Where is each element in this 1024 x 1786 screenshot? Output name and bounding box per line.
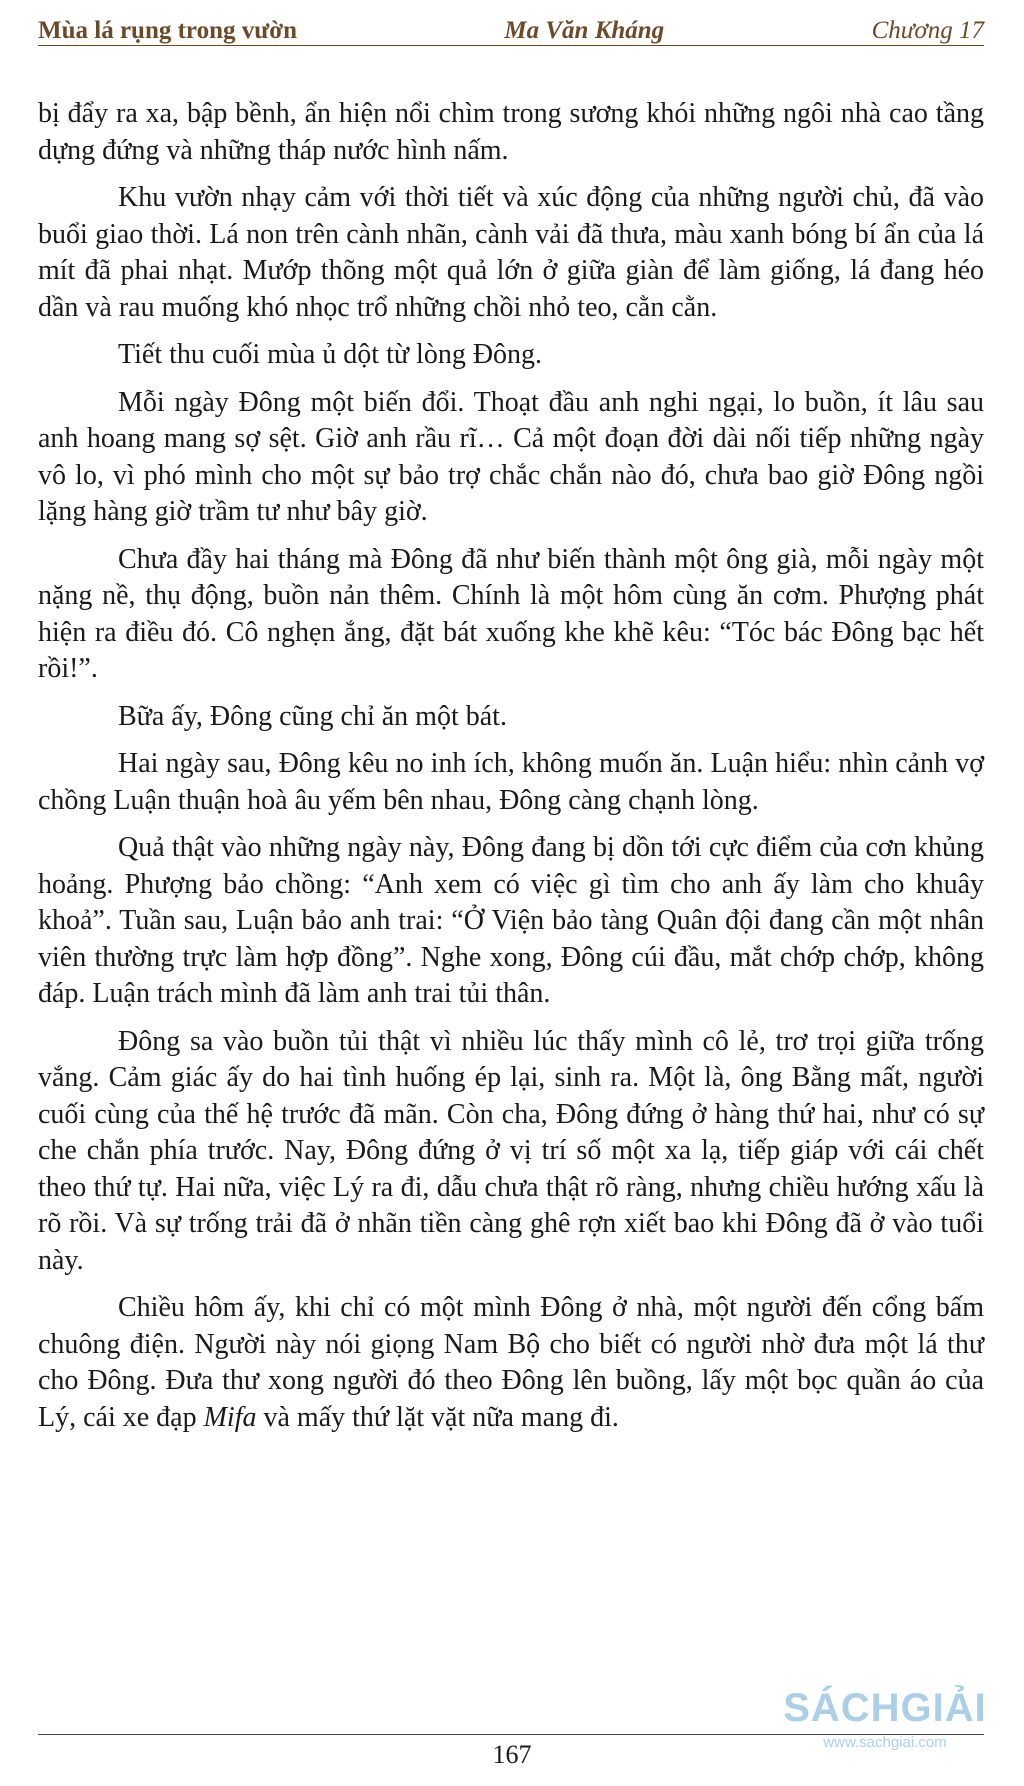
author-name: Ma Văn Kháng [504,17,665,44]
paragraph-text-end: và mấy thứ lặt vặt nữa mang đi. [256,1401,619,1433]
book-title: Mùa lá rụng trong vườn [38,17,297,44]
watermark-url: www.sachgiai.com [823,1734,947,1751]
paragraph: Chưa đầy hai tháng mà Đông đã như biến thành một ông già, mỗi ngày một nặng nề, thụ động, buồn nản thêm. Chính là một hôm cùng ăn cơm. Phượng phát hiện ra điều đó. Cô nghẹn ắng, đặt bát xuống khe khẽ kêu: “Tóc bác Đông bạc hết rồi!”. [38,543,984,684]
body-text [38,96,984,1447]
running-header [38,12,984,46]
paragraph: Đông sa vào buồn tủi thật vì nhiều lúc thấy mình cô lẻ, trơ trọi giữa trống vắng. Cảm giác ấy do hai tình huống ép lại, sinh ra. Một là, ông Bằng mất, người cuối cùng của thế hệ trước đã mãn. Còn cha, Đông đứng ở hàng thứ hai, như có sự che chắn phía trước. Nay, Đông đứng ở vị trí số một xa lạ, tiếp giáp với cái chết theo thứ tự. Hai nữa, việc Lý ra đi, dẫu chưa thật rõ ràng, nhưng chiều hướng xấu là rõ rồi. Và sự trống trải đã ở nhãn tiền càng ghê rợn xiết bao khi Đông đã ở vào tuổi này. [38,1025,984,1276]
watermark [780,1688,990,1751]
paragraph: Bữa ấy, Đông cũng chỉ ăn một bát. [118,700,507,732]
paragraph-last [38,1290,984,1436]
paragraph-text-start: Chiều hôm ấy, khi chỉ có một mình Đông ở nhà, một người đến cổng bấm chuông điện. Người này nói giọng Nam Bộ cho biết có người nhờ đưa một lá thư cho Đông. Đưa thư xong người đó theo Đông lên buồng, lấy một bọc quần áo của Lý, cái xe đạp [38,1292,984,1433]
paragraph: Quả thật vào những ngày này, Đông đang bị dồn tới cực điểm của cơn khủng hoảng. Phượng bảo chồng: “Anh xem có việc gì tìm cho anh ấy làm cho khuây khoả”. Tuần sau, Luận bảo anh trai: “Ở Viện bảo tàng Quân đội đang cần một nhân viên thường trực làm hợp đồng”. Nghe xong, Đông cúi đầu, mắt chớp chớp, không đáp. Luận trách mình đã làm anh trai tủi thân. [38,832,984,1009]
paragraph: Tiết thu cuối mùa ủ dột từ lòng Đông. [118,339,543,370]
page-number: 167 [492,1740,532,1769]
paragraph: bị đẩy ra xa, bập bềnh, ẩn hiện nổi chìm trong sương khói những ngôi nhà cao tầng dựng đứng và những tháp nước hình nấm. [38,98,984,166]
paragraph: Mỗi ngày Đông một biến đổi. Thoạt đầu anh nghi ngại, lo buồn, ít lâu sau anh hoang mang sợ sệt. Giờ anh rầu rĩ… Cả một đoạn đời dài nối tiếp những ngày vô lo, vì phó mình cho một sự bảo trợ chắc chắn nào đó, chưa bao giờ Đông ngồi lặng hàng giờ trầm tư như bây giờ. [38,386,984,527]
paragraph: Khu vườn nhạy cảm với thời tiết và xúc động của những người chủ, đã vào buổi giao thời. Lá non trên cành nhãn, cành vải đã thưa, màu xanh bóng bí ẩn của lá mít đã phai nhạt. Mướp thõng một quả lớn ở giữa giàn để làm giống, lá đang héo dần và rau muống khó nhọc trổ những chồi nhỏ teo, cằn cằn. [38,182,984,323]
paragraph: Hai ngày sau, Đông kêu no inh ích, không muốn ăn. Luận hiểu: nhìn cảnh vợ chồng Luận thuận hoà âu yếm bên nhau, Đông càng chạnh lòng. [38,748,984,816]
chapter-label: Chương 17 [871,17,984,44]
watermark-logo: SÁCHGIẢI [783,1686,987,1730]
bicycle-brand-italic: Mifa [203,1401,257,1433]
